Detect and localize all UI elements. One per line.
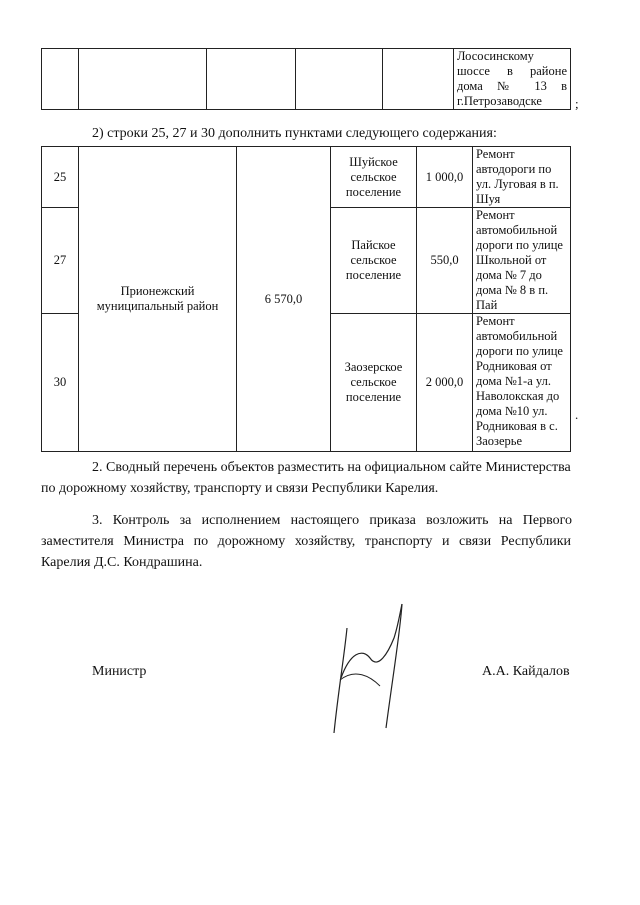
amount-cell: 1 000,0 <box>417 147 473 208</box>
objects-table <box>41 146 571 452</box>
paragraph-2-rest: по дорожному хозяйству, транспорту и связи Республики Карелия. <box>41 481 439 496</box>
cell <box>207 49 296 110</box>
intro-text: 2) строки 25, 27 и 30 дополнить пунктами следующего содержания: <box>92 126 497 141</box>
settlement-cell: Заозерское сельское поселение <box>331 314 417 452</box>
row-number: 27 <box>42 208 79 314</box>
continuation-table <box>41 48 571 110</box>
signer-name: А.А. Кайдалов <box>482 664 570 679</box>
text-line: г.Петрозаводске <box>457 94 542 108</box>
signer-title: Министр <box>92 664 147 679</box>
semicolon: ; <box>575 96 579 111</box>
row-number: 30 <box>42 314 79 452</box>
paragraph-3-first-line: 3. Контроль за исполнением настоящего приказа возложить на Первого <box>92 513 572 528</box>
row-number: 25 <box>42 147 79 208</box>
handwritten-signature <box>320 598 420 743</box>
end-mark: . <box>575 407 579 422</box>
text-line: шоссе в районе <box>457 64 567 78</box>
description-cell: Ремонт автодороги по ул. Луговая в п. Шуя <box>473 147 571 208</box>
text-line: дома № 13 в <box>457 79 567 93</box>
description-cell <box>454 49 571 110</box>
description-cell: Ремонт автомобильной дороги по улице Родниковая от дома №1-а ул. Наволокская до дома №10 ул. Родниковая в с. Заозерье <box>473 314 571 452</box>
text-line: Лососинскому <box>457 49 534 63</box>
amount-cell: 2 000,0 <box>417 314 473 452</box>
amount-cell: 550,0 <box>417 208 473 314</box>
cell <box>383 49 454 110</box>
cell <box>296 49 383 110</box>
paragraph-3-rest: заместителя Министра по дорожному хозяйству, транспорту и связи Республики Карелия Д.С. Кондрашина. <box>41 534 571 570</box>
cell <box>79 49 207 110</box>
settlement-cell: Пайское сельское поселение <box>331 208 417 314</box>
district-cell: Прионежский муниципальный район <box>79 147 237 452</box>
description-cell: Ремонт автомобильной дороги по улице Школьной от дома № 7 до дома № 8 в п. Пай <box>473 208 571 314</box>
paragraph-2-first-line: 2. Сводный перечень объектов разместить на официальном сайте Министерства <box>92 460 571 475</box>
cell <box>42 49 79 110</box>
district-total-cell: 6 570,0 <box>237 147 331 452</box>
settlement-cell: Шуйское сельское поселение <box>331 147 417 208</box>
